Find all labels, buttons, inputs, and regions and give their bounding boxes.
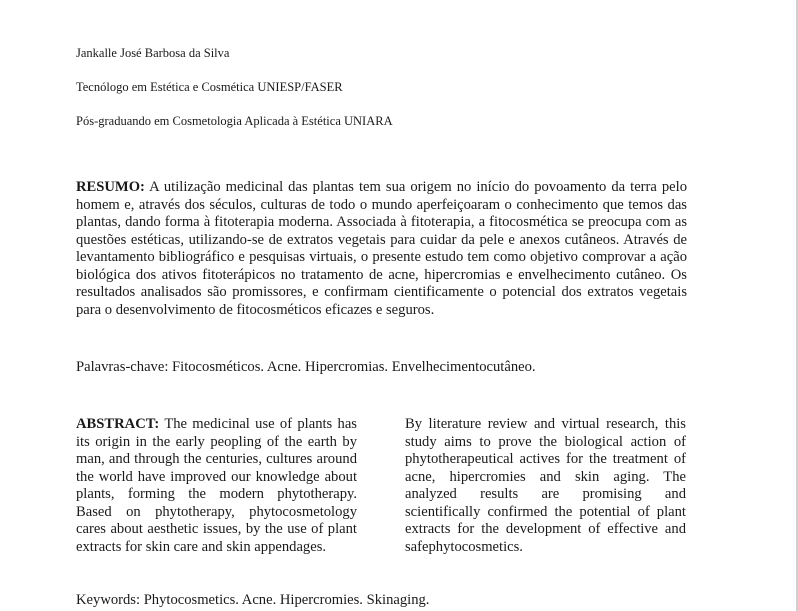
resumo-label: RESUMO: — [76, 179, 145, 195]
resumo-text: A utilização medicinal das plantas tem sua origem no início do povoamento da terra pelo homem e, através dos séculos, culturas de todo o mundo aperfeiçoaram o conhecimento que temos das plantas, dando forma à fitoterapia moderna. Associada à fitoterapia, a fitocosmética se preocupa com as questões estéticas, utilizando-se de extratos vegetais para cuidar da pele e anexos cutâneos. Através de levantamento bibliográfico e pesquisas virtuais, o presente estudo tem como objetivo comprovar a ação biológica dos ativos fitoterápicos no tratamento de acne, hipercromias e envelhecimento cutâneo. Os resultados analisados são promissores, e confirmam cientificamente o potencial dos extratos vegetais para o desenvolvimento de fitocosméticos eficazes e seguros. — [76, 179, 688, 318]
abstract-column-1 — [76, 416, 357, 556]
abstract-text-col1: The medicinal use of plants has its origin in the early peopling of the earth by man, and through the centuries, cultures around the world have improved our knowledge about plants, forming the modern phytotherapy. Based on phytotherapy, phytocosmetology cares about aesthetic issues, by the use of plant extracts for skin care and skin appendages. — [76, 416, 357, 555]
author-block — [76, 44, 393, 146]
abstract-column-2: By literature review and virtual research, this study aims to prove the biological action of phytotherapeutical actives for the treatment of acne, hipercromies and skin aging. The analyzed results are promising and scientifically confirmed the potential of plant extracts for the development of effective and safephytocosmetics. — [405, 416, 686, 555]
author-affiliation-1: Tecnólogo em Estética e Cosmética UNIESP/FASER — [76, 80, 343, 94]
keywords-en: Keywords: Phytocosmetics. Acne. Hipercromies. Skinaging. — [76, 592, 430, 608]
resumo-paragraph — [76, 179, 687, 319]
author-name: Jankalle José Barbosa da Silva — [76, 46, 230, 60]
abstract-label: ABSTRACT: — [76, 416, 160, 432]
author-affiliation-2: Pós-graduando em Cosmetologia Aplicada à Estética UNIARA — [76, 114, 393, 128]
keywords-pt: Palavras-chave: Fitocosméticos. Acne. Hipercromias. Envelhecimentocutâneo. — [76, 359, 536, 375]
